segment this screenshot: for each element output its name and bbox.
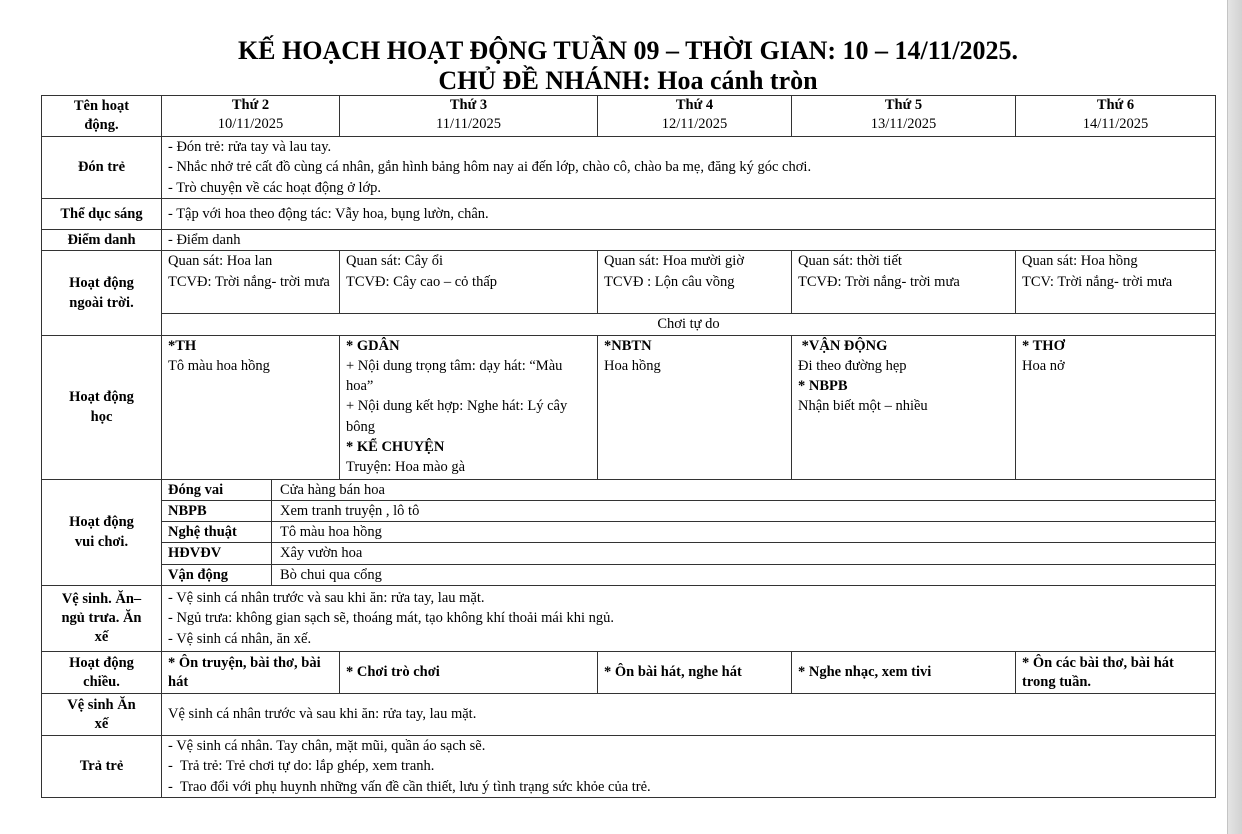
day-header-tue: Thứ 3 11/11/2025 [340, 96, 598, 137]
diem-danh-row [42, 230, 1216, 251]
chieu-wed: * Ôn bài hát, nghe hát [598, 652, 792, 694]
vui-choi-sub-label: Đóng vai [162, 479, 272, 500]
vui-choi-sub-label: Nghệ thuật [162, 522, 272, 543]
ngoai-troi-wed: Quan sát: Hoa mười giờ TCVĐ : Lộn câu vồng [598, 251, 792, 314]
ve-sinh-an-xe-row [42, 694, 1216, 736]
diem-danh-content: - Điểm danh [162, 230, 1216, 251]
day-header-wed: Thứ 4 12/11/2025 [598, 96, 792, 137]
vui-choi-sub-content: Xây vườn hoa [272, 543, 1216, 564]
day-header-mon: Thứ 2 10/11/2025 [162, 96, 340, 137]
day-header-thu: Thứ 5 13/11/2025 [792, 96, 1016, 137]
chieu-thu: * Nghe nhạc, xem tivi [792, 652, 1016, 694]
chieu-fri: * Ôn các bài thơ, bài hát trong tuần. [1016, 652, 1216, 694]
page-edge [1227, 0, 1242, 834]
vui-choi-sub-label: NBPB [162, 500, 272, 521]
free-play-cell: Chơi tự do [162, 314, 1216, 335]
ve-sinh-an-ngu-label: Vệ sinh. Ăn– ngủ trưa. Ăn xế [42, 586, 162, 652]
theme-title: CHỦ ĐỀ NHÁNH: Hoa cánh tròn [438, 66, 818, 95]
ve-sinh-an-ngu-row [42, 586, 1216, 652]
vui-choi-sub-content: Bò chui qua cổng [272, 564, 1216, 585]
day-header-fri: Thứ 6 14/11/2025 [1016, 96, 1216, 137]
tra-tre-label: Trả trẻ [42, 736, 162, 798]
the-duc-label: Thể dục sáng [42, 199, 162, 230]
don-tre-label: Đón trẻ [42, 137, 162, 199]
hoc-row [42, 335, 1216, 479]
hoc-wed: *NBTN Hoa hồng [598, 335, 792, 479]
ngoai-troi-row [42, 251, 1216, 314]
vui-choi-row [42, 543, 1216, 564]
vui-choi-sub-content: Cửa hàng bán hoa [272, 479, 1216, 500]
don-tre-row [42, 137, 1216, 199]
weekly-plan-table [41, 95, 1216, 798]
activity-name-header: Tên hoạt động. [42, 96, 162, 137]
don-tre-content: - Đón trẻ: rửa tay và lau tay. - Nhắc nhở trẻ cất đồ cùng cá nhân, gắn hình bảng hôm nay ai đến lớp, chào cô, chào ba mẹ, đăng ký góc chơi. - Trò chuyện về các hoạt động ở lớp. [162, 137, 1216, 199]
vui-choi-sub-content: Tô màu hoa hồng [272, 522, 1216, 543]
chieu-mon: * Ôn truyện, bài thơ, bài hát [162, 652, 340, 694]
free-play-row [42, 314, 1216, 335]
header-row [42, 96, 1216, 137]
vui-choi-sub-label: Vận động [162, 564, 272, 585]
vui-choi-row [42, 500, 1216, 521]
vui-choi-label: Hoạt động vui chơi. [42, 479, 162, 585]
ve-sinh-an-xe-content: Vệ sinh cá nhân trước và sau khi ăn: rửa tay, lau mặt. [162, 694, 1216, 736]
ngoai-troi-mon: Quan sát: Hoa lan TCVĐ: Trời nắng- trời mưa [162, 251, 340, 314]
the-duc-row [42, 199, 1216, 230]
hoc-mon: *TH Tô màu hoa hồng [162, 335, 340, 479]
ngoai-troi-thu: Quan sát: thời tiết TCVĐ: Trời nắng- trời mưa [792, 251, 1016, 314]
vui-choi-row [42, 564, 1216, 585]
chieu-row [42, 652, 1216, 694]
chieu-tue: * Chơi trò chơi [340, 652, 598, 694]
hoc-fri: * THƠ Hoa nở [1016, 335, 1216, 479]
ngoai-troi-label: Hoạt động ngoài trời. [42, 251, 162, 335]
the-duc-content: - Tập với hoa theo động tác: Vẫy hoa, bụng lườn, chân. [162, 199, 1216, 230]
vui-choi-sub-content: Xem tranh truyện , lô tô [272, 500, 1216, 521]
ngoai-troi-tue: Quan sát: Cây ổi TCVĐ: Cây cao – cỏ thấp [340, 251, 598, 314]
vui-choi-sub-label: HĐVĐV [162, 543, 272, 564]
ngoai-troi-fri: Quan sát: Hoa hồng TCV: Trời nắng- trời mưa [1016, 251, 1216, 314]
tra-tre-content: - Vệ sinh cá nhân. Tay chân, mặt mũi, quần áo sạch sẽ. - Trả trẻ: Trẻ chơi tự do: lắp ghép, xem tranh. - Trao đổi với phụ huynh những vấn đề cần thiết, lưu ý tình trạng sức khỏe của trẻ. [162, 736, 1216, 798]
ve-sinh-an-ngu-content: - Vệ sinh cá nhân trước và sau khi ăn: rửa tay, lau mặt. - Ngủ trưa: không gian sạch sẽ, thoáng mát, tạo không khí thoải mái khi ngủ. - Vệ sinh cá nhân, ăn xế. [162, 586, 1216, 652]
tra-tre-row [42, 736, 1216, 798]
diem-danh-label: Điểm danh [42, 230, 162, 251]
chieu-label: Hoạt động chiều. [42, 652, 162, 694]
hoc-label: Hoạt động học [42, 335, 162, 479]
plan-title: KẾ HOẠCH HOẠT ĐỘNG TUẦN 09 – THỜI GIAN: 10 – 14/11/2025. [237, 36, 1019, 65]
vui-choi-row [42, 479, 1216, 500]
ve-sinh-an-xe-label: Vệ sinh Ăn xế [42, 694, 162, 736]
hoc-thu: *VẬN ĐỘNG Đi theo đường hẹp * NBPB Nhận biết một – nhiều [792, 335, 1016, 479]
vui-choi-row [42, 522, 1216, 543]
hoc-tue: * GDÂN + Nội dung trọng tâm: dạy hát: “Màu hoa” + Nội dung kết hợp: Nghe hát: Lý cây bông * KỂ CHUYỆN Truyện: Hoa mào gà [340, 335, 598, 479]
